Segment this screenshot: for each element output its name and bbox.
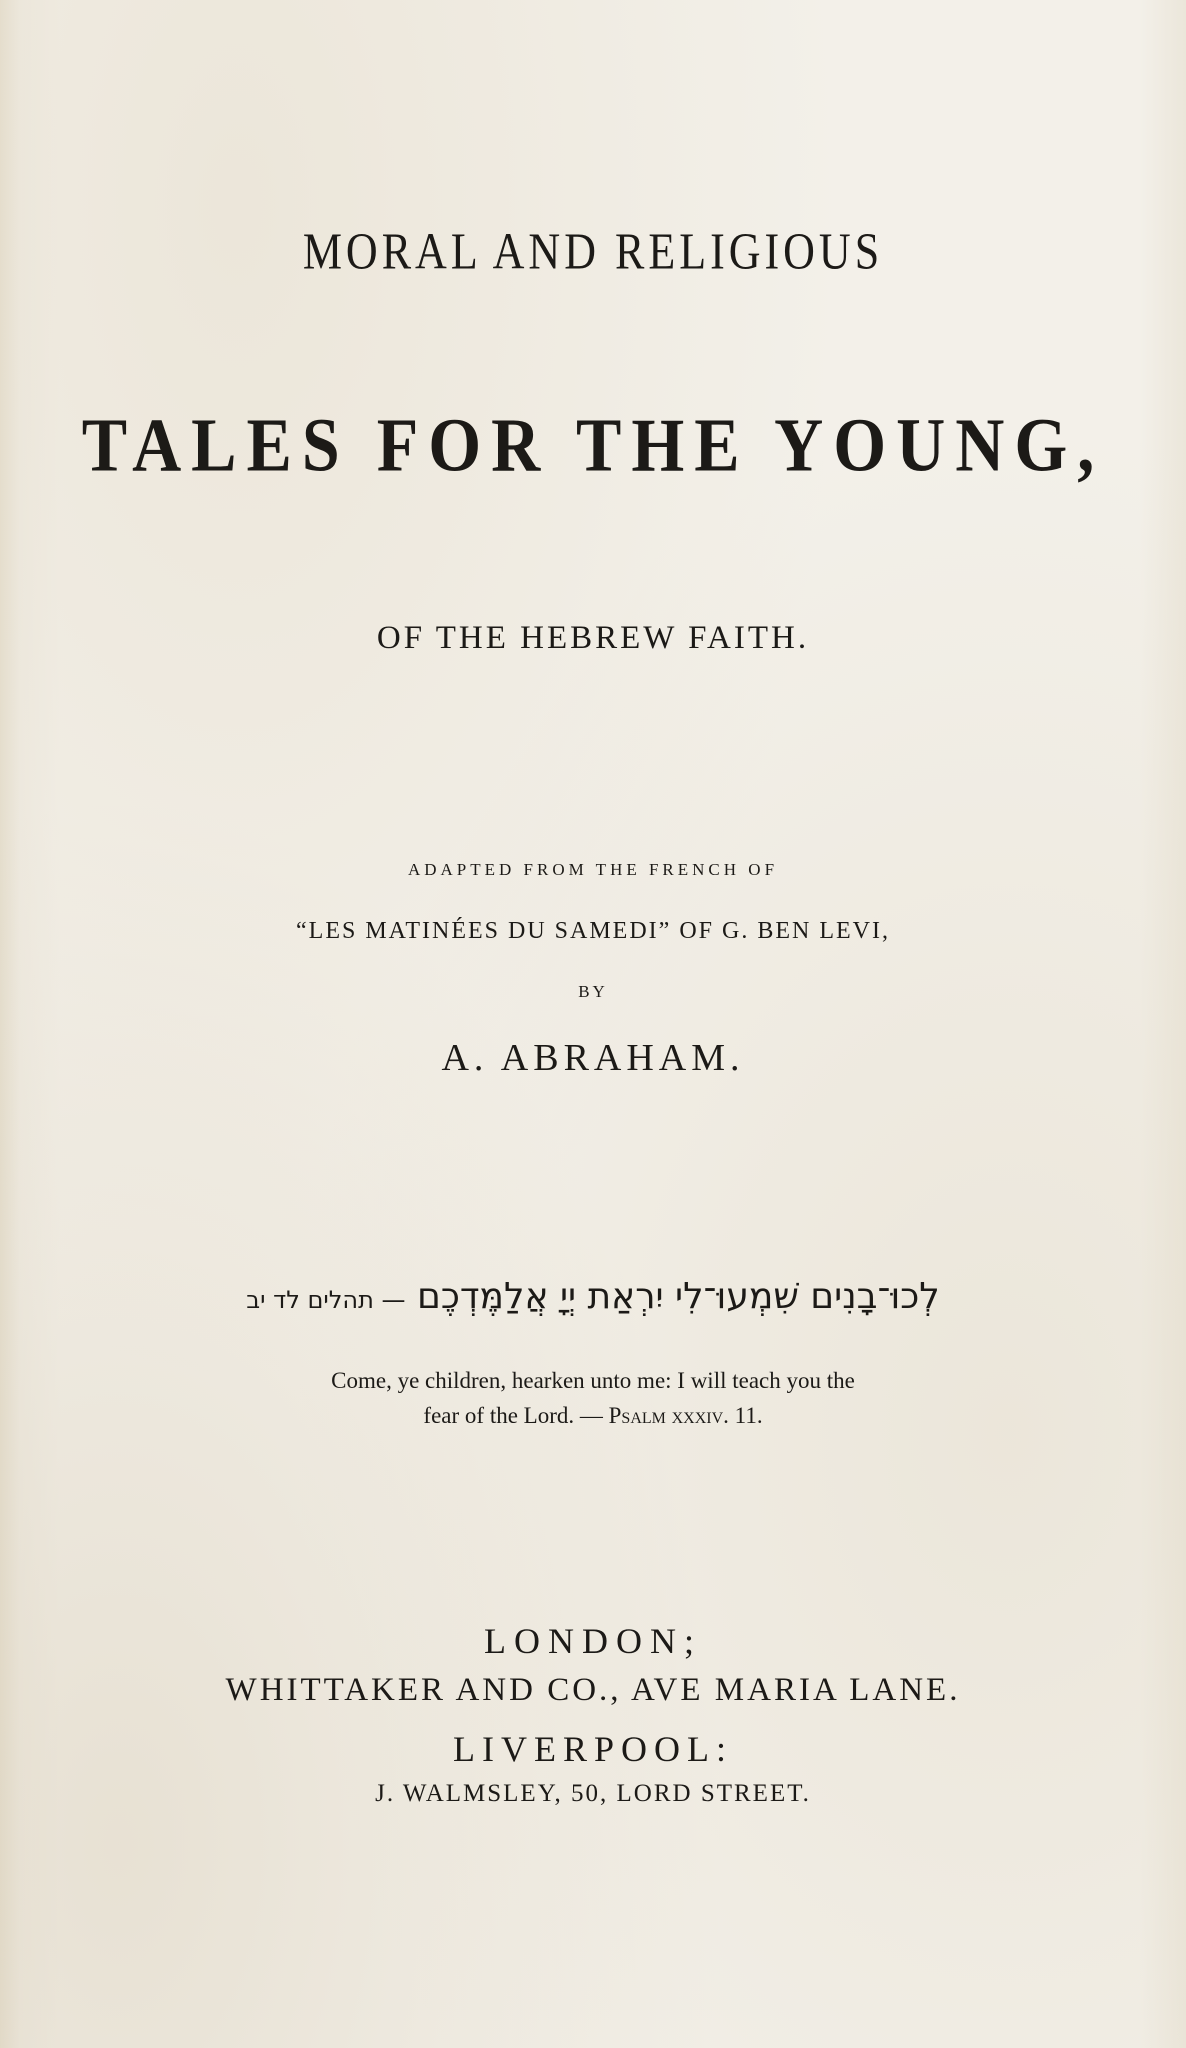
imprint-city-liverpool: LIVERPOOL: (453, 1729, 733, 1769)
imprint-publisher-london: WHITTAKER AND CO., AVE MARIA LANE. (225, 1672, 961, 1708)
hebrew-verse: לְכוּ־בָנִים שִׁמְעוּ־לִי יִרְאַת יְיָ אֲלַמֶּדְכֶם (416, 1276, 940, 1317)
hebrew-reference: — תהלים לד יב (246, 1286, 406, 1314)
imprint-city-london: LONDON; (484, 1621, 702, 1661)
by-line: BY (578, 982, 608, 1001)
english-epigraph-text: fear of the Lord. — (423, 1403, 609, 1428)
source-work-line: “LES MATINÉES DU SAMEDI” OF G. BEN LEVI, (296, 918, 890, 944)
subtitle: OF THE HEBREW FAITH. (376, 620, 810, 656)
hebrew-epigraph (0, 1276, 1186, 1317)
english-epigraph-line-2 (0, 1403, 1186, 1429)
show-through-text (130, 865, 1030, 1165)
imprint-publisher-liverpool: J. WALMSLEY, 50, LORD STREET. (375, 1780, 811, 1807)
author-name: A. ABRAHAM. (441, 1037, 745, 1079)
title-line-1: MORAL AND RELIGIOUS (302, 222, 884, 281)
main-title: TALES FOR THE YOUNG, (81, 402, 1105, 488)
adapted-from-line: ADAPTED FROM THE FRENCH OF (407, 860, 779, 879)
english-epigraph-line-1: Come, ye children, hearken unto me: I will teach you the (331, 1368, 855, 1393)
psalm-reference: Psalm xxxiv. 11. (608, 1403, 763, 1428)
